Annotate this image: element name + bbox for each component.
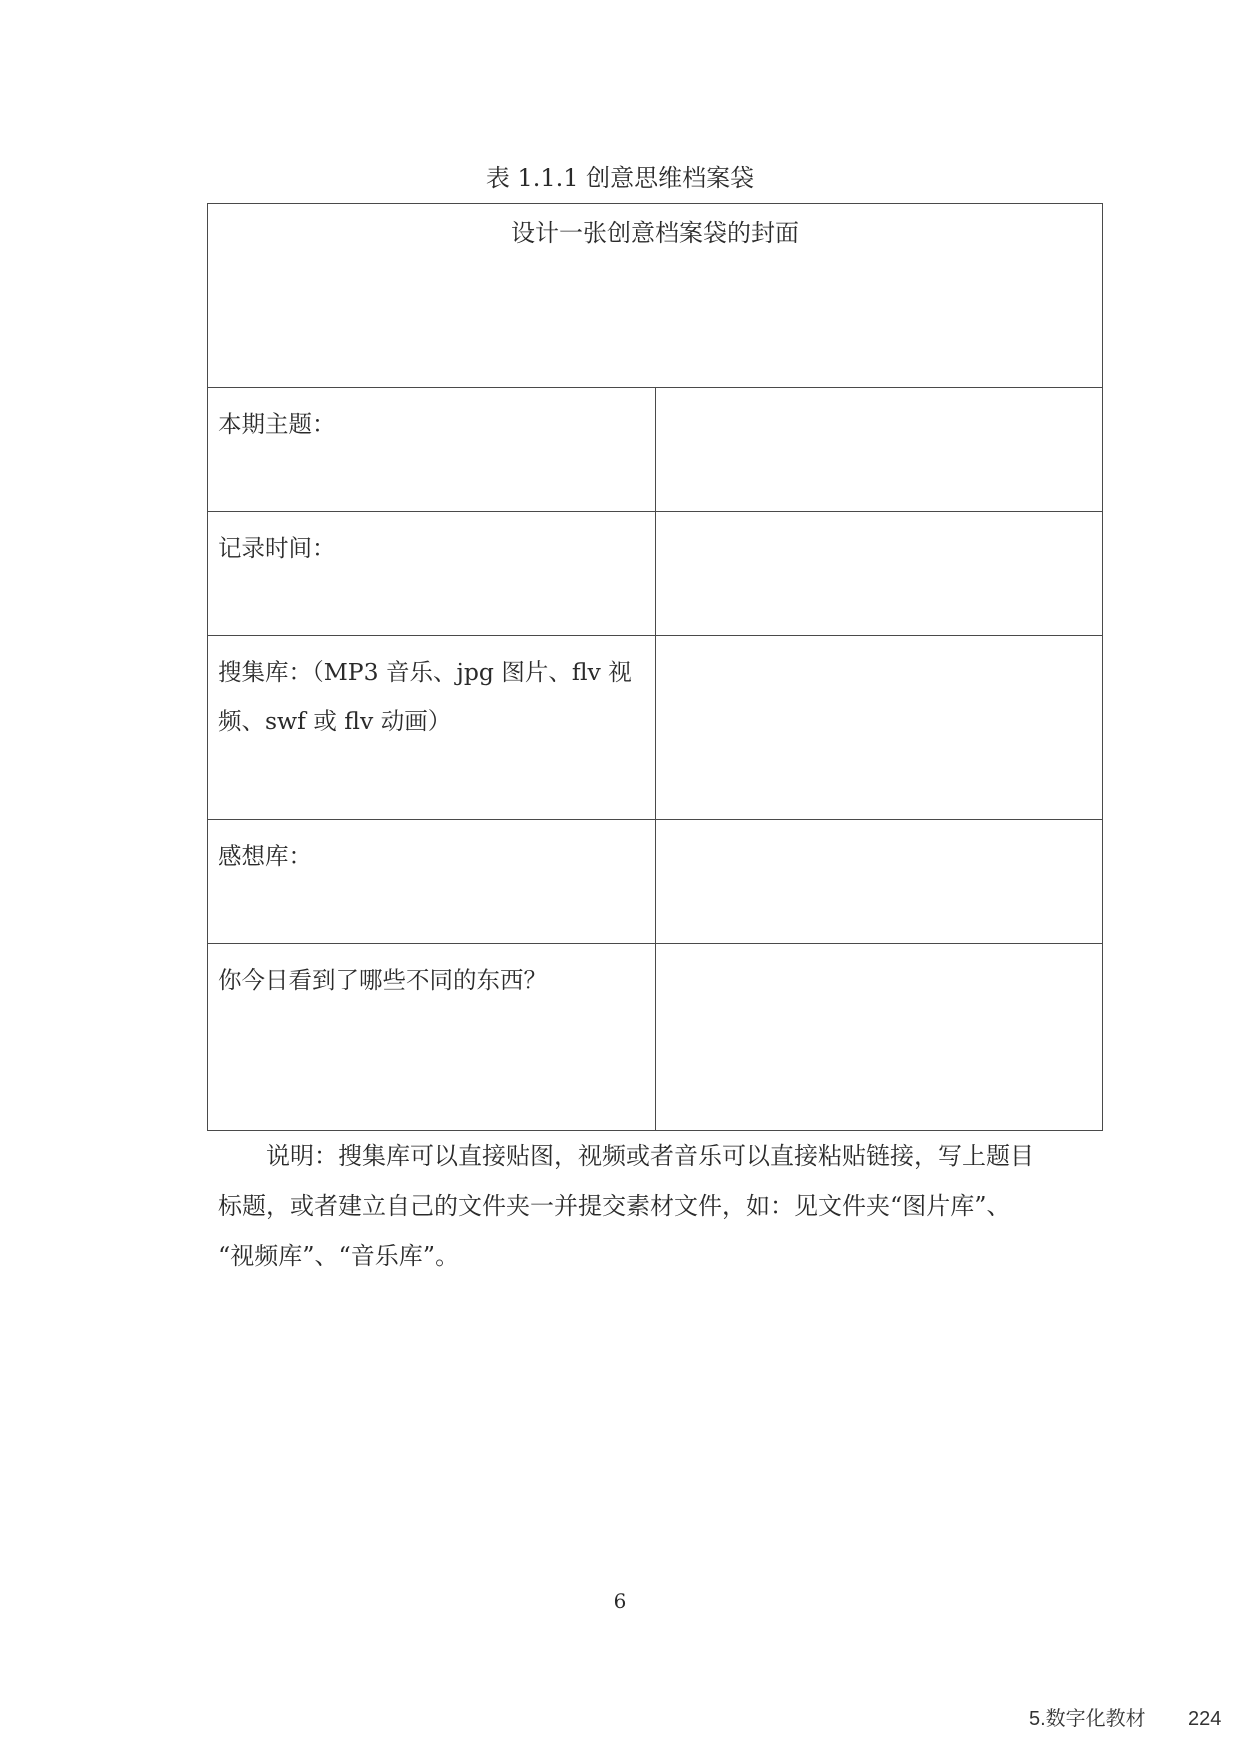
note-line-1: 说明：搜集库可以直接贴图，视频或者音乐可以直接粘贴链接，写上题目	[266, 1142, 1034, 1170]
note-line-3: “视频库”、“音乐库”。	[218, 1242, 460, 1270]
footer-section-label: 5.数字化教材	[1029, 1708, 1146, 1730]
cover-design-title: 设计一张创意档案袋的封面	[511, 219, 799, 247]
collection-value-cell	[655, 636, 1103, 820]
theme-value-cell	[655, 388, 1103, 512]
record-time-label-cell	[208, 512, 656, 636]
table-row	[208, 388, 1103, 512]
table-row	[208, 636, 1103, 820]
cover-design-cell	[208, 204, 1103, 388]
note-line-2: 标题，或者建立自己的文件夹一并提交素材文件，如：见文件夹“图片库”、	[218, 1192, 1011, 1220]
observation-label-cell	[208, 944, 656, 1131]
record-time-label: 记录时间：	[218, 534, 336, 562]
theme-label-cell	[208, 388, 656, 512]
table-row	[208, 820, 1103, 944]
table-header-row	[208, 204, 1103, 388]
record-time-value-cell	[655, 512, 1103, 636]
reflection-label: 感想库：	[218, 842, 312, 870]
reflection-label-cell	[208, 820, 656, 944]
theme-label: 本期主题：	[218, 410, 336, 438]
collection-label-cell	[208, 636, 656, 820]
observation-label: 你今日看到了哪些不同的东西？	[218, 966, 547, 994]
observation-value-cell	[655, 944, 1103, 1131]
footer-page-number: 224	[1188, 1708, 1222, 1730]
table-row	[208, 512, 1103, 636]
reflection-value-cell	[655, 820, 1103, 944]
archive-bag-table	[207, 203, 1103, 1131]
table-row	[208, 944, 1103, 1131]
explanation-note	[218, 1131, 1048, 1281]
page-number: 6	[613, 1589, 627, 1613]
table-caption: 表 1.1.1 创意思维档案袋	[485, 164, 755, 192]
collection-label: 搜集库：（MP3 音乐、jpg 图片、flv 视频、swf 或 flv 动画）	[218, 658, 632, 735]
